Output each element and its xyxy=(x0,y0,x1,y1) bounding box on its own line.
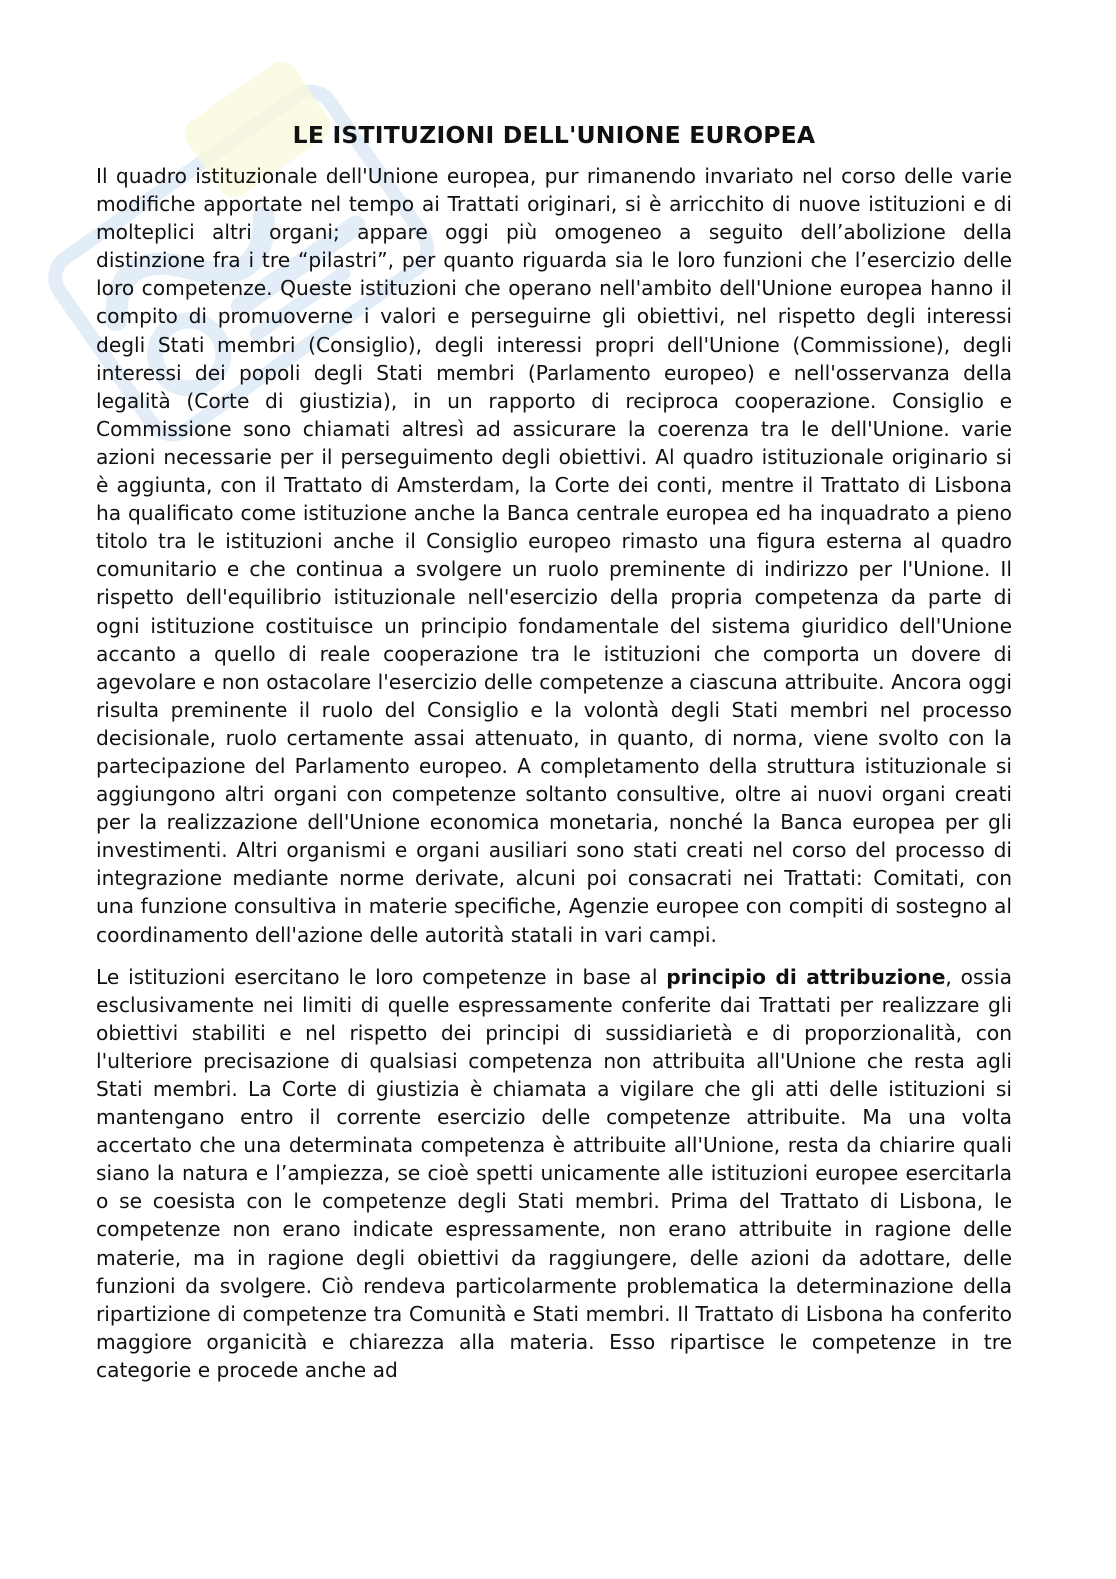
paragraph-2-lead: Le istituzioni esercitano le loro competenze in base al xyxy=(96,964,667,989)
paragraph-1: Il quadro istituzionale dell'Unione europea, pur rimanendo invariato nel corso delle varie modifiche apportate nel tempo ai Trattati originari, si è arricchito di nuove istituzioni e di molteplici altri organi; appare oggi più omogeneo a seguito dell’abolizione della distinzione fra i tre “pilastri”, per quanto riguarda sia le loro funzioni che l’esercizio delle loro competenze. Queste istituzioni che operano nell'ambito dell'Unione europea hanno il compito di promuoverne i valori e perseguirne gli obiettivi, nel rispetto degli interessi degli Stati membri (Consiglio), degli interessi propri dell'Unione (Commissione), degli interessi dei popoli degli Stati membri (Parlamento europeo) e nell'osservanza della legalità (Corte di giustizia), in un rapporto di reciproca cooperazione. Consiglio e Commissione sono chiamati altresì ad assicurare la coerenza tra le dell'Unione. varie azioni necessarie per il perseguimento degli obiettivi. Al quadro istituzionale originario si è aggiunta, con il Trattato di Amsterdam, la Corte dei conti, mentre il Trattato di Lisbona ha qualificato come istituzione anche la Banca centrale europea ed ha inquadrato a pieno titolo tra le istituzioni anche il Consiglio europeo rimasto una figura esterna al quadro comunitario e che continua a svolgere un ruolo preminente di indirizzo per l'Unione. Il rispetto dell'equilibrio istituzionale nell'esercizio della propria competenza da parte di ogni istituzione costituisce un principio fondamentale del sistema giuridico dell'Unione accanto a quello di reale cooperazione tra le istituzioni che comporta un dovere di agevolare e non ostacolare l'esercizio delle competenze a ciascuna attribuite. Ancora oggi risulta preminente il ruolo del Consiglio e la volontà degli Stati membri nel processo decisionale, ruolo certamente assai attenuato, in quanto, di norma, viene svolto con la partecipazione del Parlamento europeo. A completamento della struttura istituzionale si aggiungono altri organi con competenze soltanto consultive, oltre ai nuovi organi creati per la realizzazione dell'Unione economica monetaria, nonché la Banca europea per gli investimenti. Altri organismi e organi ausiliari sono stati creati nel corso del processo di integrazione mediante norme derivate, alcuni poi consacrati nei Trattati: Comitati, con una funzione consultiva in materie specifiche, Agenzie europee con compiti di sostegno al coordinamento dell'azione delle autorità statali in vari campi. xyxy=(96,164,1012,947)
document-title: LE ISTITUZIONI DELL'UNIONE EUROPEA xyxy=(292,121,816,149)
document-page xyxy=(96,118,1012,1398)
paragraph-2 xyxy=(96,963,1012,1384)
paragraph-2-bold-term: principio di attribuzione xyxy=(666,964,946,989)
paragraph-2-body: , ossia esclusivamente nei limiti di quelle espressamente conferite dai Trattati per realizzare gli obiettivi stabiliti e nel rispetto dei principi di sussidiarietà e di proporzionalità, con l'ulteriore precisazione di qualsiasi competenza non attribuita all'Unione che resta agli Stati membri. La Corte di giustizia è chiamata a vigilare che gli atti delle istituzioni si mantengano entro il corrente esercizio delle competenze attribuite. Ma una volta accertato che una determinata competenza è attribuite all'Unione, resta da chiarire quali siano la natura e l’ampiezza, se cioè spetti unicamente alle istituzioni europee esercitarla o se coesista con le competenze degli Stati membri. Prima del Trattato di Lisbona, le competenze non erano indicate espressamente, non erano attribuite in ragione delle materie, ma in ragione degli obiettivi da raggiungere, delle azioni da adottare, delle funzioni da svolgere. Ciò rendeva particolarmente problematica la determinazione della ripartizione di competenze tra Comunità e Stati membri. Il Trattato di Lisbona ha conferito maggiore organicità e chiarezza alla materia. Esso ripartisce le competenze in tre categorie e procede anche ad xyxy=(96,964,1012,1382)
